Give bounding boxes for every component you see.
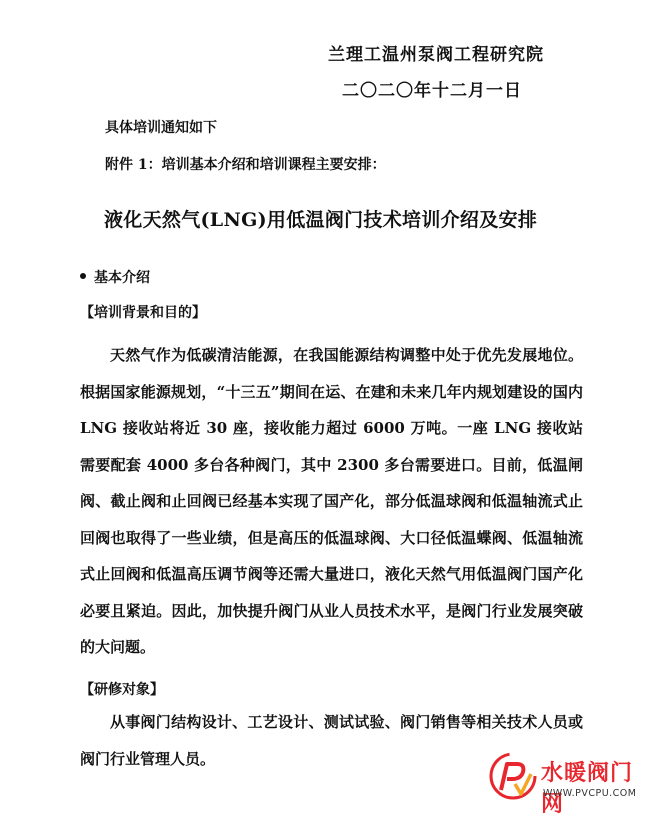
pv-logo-icon (487, 750, 539, 802)
target-paragraph: 从事阀门结构设计、工艺设计、测试试验、阀门销售等相关技术人员或阀门行业管理人员。 (80, 713, 583, 768)
attachment-heading: 附件 1：培训基本介绍和培训课程主要安排： (105, 157, 386, 173)
site-watermark (487, 748, 654, 817)
document-date: 二〇二〇年十二月一日 (342, 81, 522, 101)
basic-intro-label: 基本介绍 (94, 270, 150, 286)
background-paragraph: 天然气作为低碳清洁能源，在我国能源结构调整中处于优先发展地位。根据国家能源规划，“十三五”期间在运、在建和未来几年内规划建设的国内 LNG 接收站将近 30 座，接收能力超过 6000 万吨。一座 LNG 接收站需要配套 4000 多台各种阀门，其中 2300 多台需要进口。目前，低温闸阀、截止阀和止回阀已经基本实现了国产化，部分低温球阀和低温轴流式止回阀也取得了一些业绩，但是高压的低温球阀、大口径低温蝶阀、低温轴流式止回阀和低温高压调节阀等还需大量进口，液化天然气用低温阀门国产化必要且紧迫。因此，加快提升阀门从业人员技术水平，是阀门行业发展突破的大问题。 (80, 346, 583, 656)
target-heading: 【研修对象】 (80, 682, 164, 698)
watermark-site-name: 水暖阀门网 (541, 761, 634, 817)
bullet-icon (80, 273, 86, 279)
basic-intro-heading (80, 267, 150, 287)
background-heading: 【培训背景和目的】 (80, 305, 206, 321)
document-title: 液化天然气(LNG)用低温阀门技术培训介绍及安排 (104, 209, 538, 231)
organizer-name: 兰理工温州泵阀工程研究院 (328, 45, 544, 65)
notice-line: 具体培训通知如下 (105, 120, 217, 136)
watermark-url: WWW.PVCPU.COM (543, 788, 637, 799)
